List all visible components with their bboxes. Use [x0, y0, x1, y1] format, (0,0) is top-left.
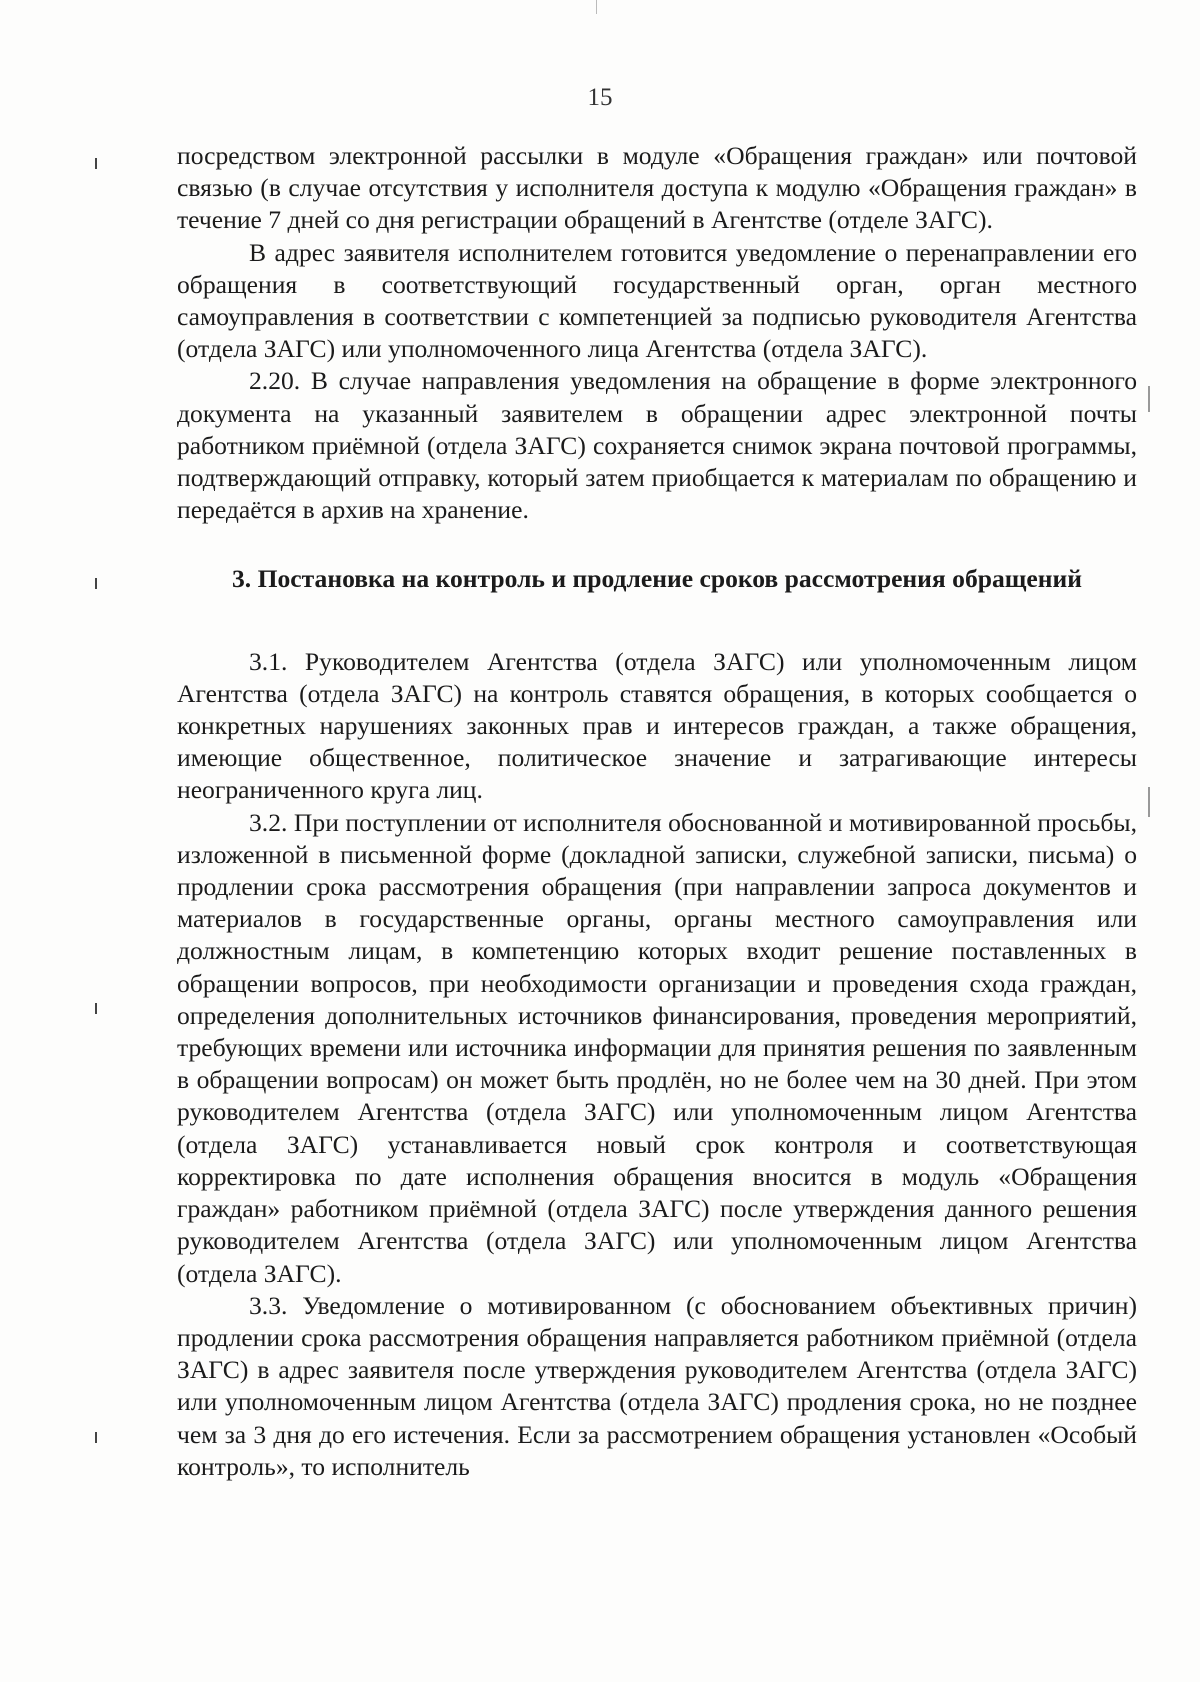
paragraph-3-3: 3.3. Уведомление о мотивированном (с обоснованием объективных причин) продлении срока рассмотрения обращения направляется работником приёмной (отдела ЗАГС) в адрес заявителя после утверждения руководителем Агентства (отдела ЗАГС) или уполномоченным лицом Агентства (отдела ЗАГС) продления срока, но не позднее чем за 3 дня до его истечения. Если за рассмотрением обращения установлен «Особый контроль», то исполнитель: [177, 1290, 1137, 1481]
paragraph-2-20: 2.20. В случае направления уведомления на обращение в форме электронного документа на указанный заявителем в обращении адрес электронной почты работником приёмной (отдела ЗАГС) сохраняется снимок экрана почтовой программы, подтверждающий отправку, который затем приобщается к материалам по обращению и передаётся в архив на хранение.: [177, 366, 1137, 525]
margin-mark: [95, 1003, 97, 1014]
scan-edge-mark: [1148, 787, 1150, 817]
margin-mark: [95, 158, 97, 169]
page-body: [177, 140, 1137, 1483]
scan-edge-mark: [596, 0, 597, 14]
paragraph-3-2: 3.2. При поступлении от исполнителя обоснованной и мотивированной просьбы, изложенной в письменной форме (докладной записки, служебной записки, письма) о продлении срока рассмотрения обращения (при направлении запроса документов и материалов в государственные органы, органы местного самоуправления или должностным лицам, в компетенцию которых входит решение поставленных в обращении вопросов, при необходимости организации и проведения схода граждан, определения дополнительных источников финансирования, проведения мероприятий, требующих времени или источника информации для принятия решения по заявленным в обращении вопросам) он может быть продлён, но не более чем на 30 дней. При этом руководителем Агентства (отдела ЗАГС) или уполномоченным лицом Агентства (отдела ЗАГС) устанавливается новый срок контроля и соответствующая корректировка по дате исполнения обращения вносится в модуль «Обращения граждан» работником приёмной (отдела ЗАГС) после утверждения данного решения руководителем Агентства (отдела ЗАГС) или уполномоченным лицом Агентства (отдела ЗАГС).: [177, 807, 1137, 1288]
section-heading: 3. Постановка на контроль и продление сроков рассмотрения обращений: [231, 564, 1083, 594]
paragraph-3-1: 3.1. Руководителем Агентства (отдела ЗАГС) или уполномоченным лицом Агентства (отдела ЗАГС) на контроль ставятся обращения, в которых сообщается о конкретных нарушениях законных прав и интересов граждан, а также обращения, имеющие общественное, политическое значение и затрагивающие интересы неограниченного круга лиц.: [177, 646, 1137, 805]
margin-mark: [95, 578, 97, 589]
margin-mark: [95, 1432, 97, 1443]
paragraph-notification: В адрес заявителя исполнителем готовится уведомление о перенаправлении его обращения в соответствующий государственный орган, орган местного самоуправления в соответствии с компетенцией за подписью руководителя Агентства (отдела ЗАГС) или уполномоченного лица Агентства (отдела ЗАГС).: [177, 237, 1137, 364]
page-number: 15: [587, 84, 613, 111]
paragraph-continuation: посредством электронной рассылки в модуле «Обращения граждан» или почтовой связью (в случае отсутствия у исполнителя доступа к модулю «Обращения граждан» в течение 7 дней со дня регистрации обращений в Агентстве (отделе ЗАГС).: [177, 141, 1137, 235]
scan-edge-mark: [1148, 386, 1150, 412]
